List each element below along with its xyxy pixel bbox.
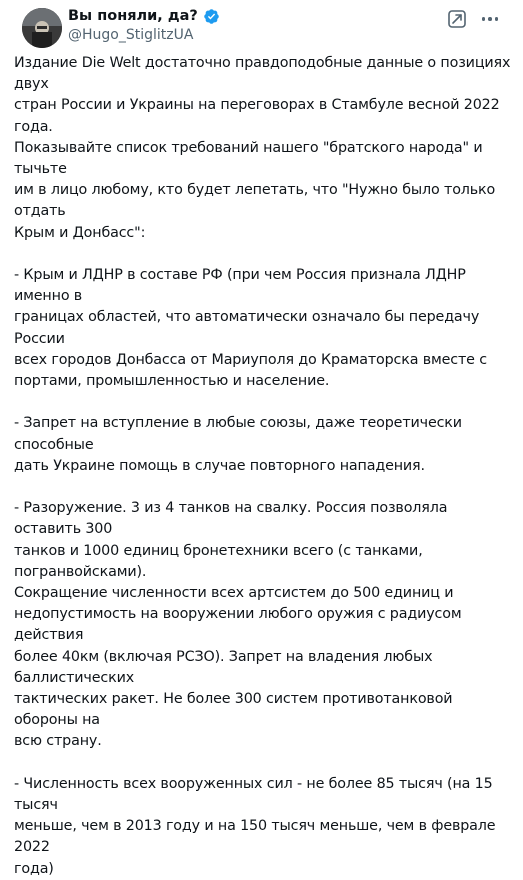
avatar-image	[22, 8, 62, 48]
more-options-icon[interactable]	[479, 9, 501, 29]
grok-icon[interactable]	[447, 9, 467, 29]
author-names	[68, 6, 220, 45]
display-name[interactable]: Вы поняли, да?	[68, 8, 198, 24]
post-paragraph: - Запрет на вступление в любые союзы, даже теоретически способные дать Украине помощь в случае повторного нападения.	[14, 415, 462, 474]
author-handle[interactable]: @Hugo_StiglitzUA	[68, 27, 194, 43]
post-paragraph: Издание Die Welt достаточно правдоподобные данные о позициях двух стран России и Украины на переговорах в Стамбуле весной 2022 года. Показывайте список требований нашего "братского народа" и тычьте им в лицо любому, кто будет лепетать, что "Нужно было только отдать Крым и Донбасс":	[14, 55, 511, 241]
avatar[interactable]	[22, 8, 62, 48]
post-paragraph: - Разоружение. 3 из 4 танков на свалку. Россия позволяла оставить 300 танков и 1000 единиц бронетехники всего (с танками, погранвойсками). Сокращение численности всех артсистем до 500 единиц и недопустимость на вооружении любого оружия с радиусом действия более 40км (включая РСЗО). Запрет на владения любых баллистических тактических ракет. Не более 300 систем противотанковой обороны на всю страну.	[14, 500, 462, 750]
post-paragraph: - Численность всех вооруженных сил - не более 85 тысяч (на 15 тысяч меньше, чем в 2013 году и на 150 тысяч меньше, чем в феврале 2022 года)	[14, 775, 496, 877]
display-name-row[interactable]	[68, 6, 220, 26]
post-paragraph: - Крым и ЛДНР в составе РФ (при чем Россия признала ЛДНР именно в границах областей, что автоматически означало бы передачу России всех городов Донбасса от Мариуполя до Краматорска вместе с портами, промышленностью и население.	[14, 267, 487, 390]
verified-badge-icon	[203, 8, 220, 25]
post-header	[14, 0, 509, 52]
post-text	[14, 53, 514, 880]
